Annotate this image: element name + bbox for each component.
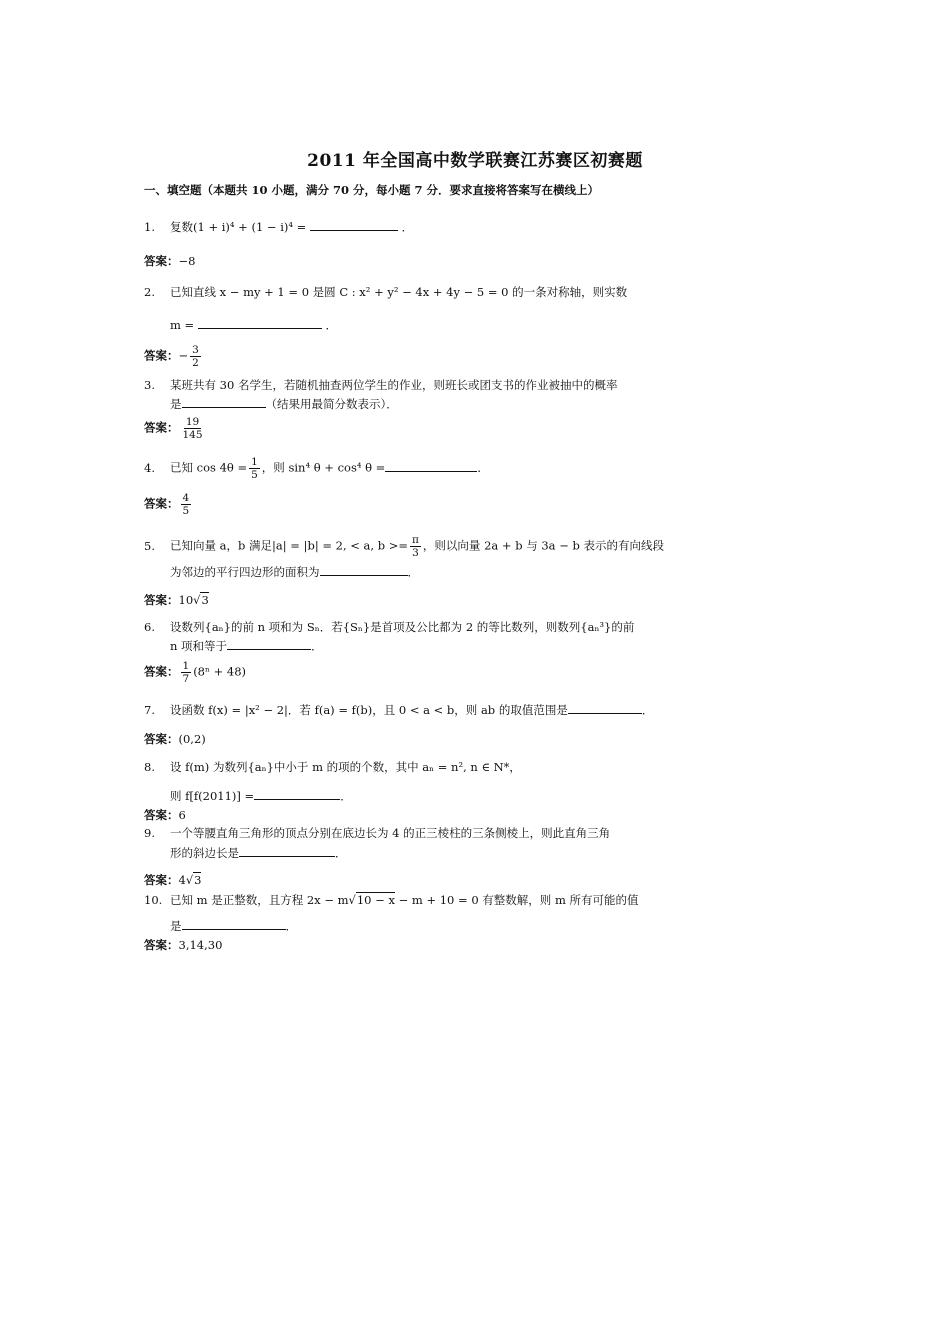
- question-10: 10. 已知 m 是正整数，且方程 2x − m√10 − x − m + 10 = 0 有整数解，则 m 所有可能的值: [144, 893, 639, 907]
- question-text: 设 f(m) 为数列{aₙ}中小于 m 的项的个数，其中 aₙ = n², n ∈ N*，: [170, 760, 521, 774]
- answer-blank: [385, 461, 477, 472]
- answer-label: 答案：: [144, 938, 179, 952]
- punctuation: ．: [641, 703, 654, 717]
- answer-value: 4: [178, 873, 186, 887]
- answer-fraction: [181, 416, 205, 441]
- question-text: 已知向量 a，b 满足|a| = |b| = 2, < a, b >=: [170, 538, 409, 553]
- answer-label: 答案：: [144, 808, 179, 822]
- denominator: 5: [251, 469, 258, 481]
- question-text: − m + 10 = 0 有整数解，则 m 所有可能的值: [394, 893, 639, 907]
- answer-blank: [182, 919, 286, 930]
- question-2-line-2: [170, 318, 337, 332]
- question-text: 设函数 f(x) = |x² − 2|．若 f(a) = f(b)，且 0 < a < b，则 ab 的取值范围是: [170, 703, 568, 717]
- question-number: 3.: [144, 378, 155, 392]
- answer-blank: [254, 789, 340, 800]
- question-6: [144, 620, 634, 634]
- question-9: [144, 826, 610, 840]
- page-title: 2011 年全国高中数学联赛江苏赛区初赛题: [307, 151, 643, 171]
- punctuation: ．: [477, 460, 489, 475]
- answer-6: [144, 660, 246, 685]
- answer-fraction: [181, 492, 192, 517]
- question-text: 复数(1 + i)⁴ + (1 − i)⁴ =: [170, 220, 307, 234]
- answer-sign: −: [178, 348, 189, 363]
- answer-blank: [239, 846, 335, 857]
- answer-value: 3,14,30: [178, 938, 223, 952]
- answer-fraction: [190, 344, 201, 369]
- answer-label: 答案：: [144, 664, 179, 679]
- answer-value: (0,2): [178, 732, 206, 746]
- answer-label: 答案：: [144, 593, 179, 607]
- question-4: [144, 456, 489, 481]
- denominator: 5: [182, 505, 190, 517]
- question-1: [144, 220, 413, 234]
- question-text: 某班共有 30 名学生，若随机抽查两位学生的作业，则班长或团支书的作业被抽中的概率: [170, 378, 618, 392]
- fraction: [410, 534, 421, 559]
- question-text: （结果用最简分数表示）．: [265, 397, 398, 411]
- answer-3: [144, 416, 207, 441]
- numerator: 19: [185, 416, 200, 428]
- question-3-line-2: [170, 397, 398, 411]
- answer-7: [144, 732, 206, 746]
- question-text: 一个等腰直角三角形的顶点分别在底边长为 4 的正三棱柱的三条侧棱上，则此直角三角: [170, 826, 611, 840]
- answer-value: −8: [178, 254, 196, 268]
- question-6-line-2: [170, 639, 323, 653]
- answer-label: 答案：: [144, 873, 179, 887]
- punctuation: ．: [325, 318, 338, 332]
- answer-label: 答案：: [144, 348, 179, 363]
- question-text: 形的斜边长是: [170, 846, 239, 860]
- question-text: 则 f[f(2011)] =: [170, 789, 255, 803]
- answer-value: 10: [178, 593, 194, 607]
- answer-label: 答案：: [144, 732, 179, 746]
- question-7: [144, 703, 653, 717]
- question-number: 8.: [144, 760, 155, 774]
- answer-blank: [568, 703, 642, 714]
- question-3: [144, 378, 617, 392]
- question-text: 已知直线 x − my + 1 = 0 是圆 C : x² + y² − 4x + 4y − 5 = 0 的一条对称轴，则实数: [170, 285, 628, 299]
- question-text: 已知 cos 4θ =: [170, 460, 248, 475]
- question-text: 已知 m 是正整数，且方程 2x − m: [170, 893, 349, 907]
- question-number: 4.: [144, 460, 155, 475]
- answer-1: [144, 254, 195, 268]
- answer-2: [144, 344, 203, 369]
- question-number: 6.: [144, 620, 155, 634]
- punctuation: ．: [335, 846, 347, 860]
- denominator: 3: [412, 547, 419, 559]
- question-2: [144, 285, 627, 299]
- question-text: 是: [170, 919, 182, 933]
- answer-4: [144, 492, 193, 517]
- answer-9: 答案：4√3: [144, 873, 202, 887]
- answer-8: [144, 808, 186, 822]
- numerator: 4: [182, 492, 190, 504]
- question-text: m =: [170, 318, 195, 332]
- question-text: 为邻边的平行四边形的面积为: [170, 565, 320, 579]
- question-text: ，则 sin⁴ θ + cos⁴ θ =: [261, 460, 386, 475]
- punctuation: ．: [340, 789, 352, 803]
- question-number: 7.: [144, 703, 155, 717]
- answer-blank: [310, 220, 398, 231]
- radicand: 3: [201, 593, 209, 607]
- question-8-line-2: [170, 789, 352, 803]
- question-number: 2.: [144, 285, 155, 299]
- question-5-line-2: [170, 565, 419, 579]
- question-number: 9.: [144, 826, 155, 840]
- section-heading: 一、填空题（本题共 10 小题，满分 70 分，每小题 7 分．要求直接将答案写在横线上）: [144, 183, 600, 197]
- denominator: 7: [182, 673, 190, 685]
- question-9-line-2: [170, 846, 347, 860]
- radicand: 10 − x: [356, 893, 395, 907]
- punctuation: ．: [285, 919, 297, 933]
- question-number: 5.: [144, 538, 155, 553]
- fraction: [249, 456, 260, 481]
- question-number: 1.: [144, 220, 155, 234]
- answer-label: 答案：: [144, 496, 179, 511]
- question-number: 10.: [144, 893, 163, 907]
- denominator: 145: [182, 429, 203, 441]
- answer-10: [144, 938, 222, 952]
- answer-blank: [227, 639, 311, 650]
- punctuation: ．: [311, 639, 323, 653]
- question-text: ，则以向量 2a + b 与 3a − b 表示的有向线段: [422, 538, 665, 553]
- radicand: 3: [194, 873, 202, 887]
- denominator: 2: [192, 357, 199, 369]
- question-text: 是: [170, 397, 182, 411]
- punctuation: ．: [401, 220, 414, 234]
- numerator: π: [412, 534, 419, 546]
- numerator: 3: [192, 344, 199, 356]
- answer-blank: [198, 318, 322, 329]
- question-10-line-2: [170, 919, 297, 933]
- answer-blank: [320, 565, 408, 576]
- answer-value: (8ⁿ + 48): [193, 664, 247, 679]
- punctuation: ．: [407, 565, 419, 579]
- answer-value: 6: [178, 808, 186, 822]
- question-text: 设数列{aₙ}的前 n 项和为 Sₙ．若{Sₙ}是首项及公比都为 2 的等比数列，则数列{aₙ³}的前: [170, 620, 635, 634]
- numerator: 1: [251, 456, 258, 468]
- question-5: [144, 534, 664, 559]
- answer-label: 答案：: [144, 420, 179, 435]
- answer-5: 答案：10√3: [144, 593, 209, 607]
- answer-label: 答案：: [144, 254, 179, 268]
- question-text: n 项和等于: [170, 639, 228, 653]
- numerator: 1: [182, 660, 190, 672]
- question-8: [144, 760, 521, 774]
- answer-blank: [182, 397, 266, 408]
- answer-fraction: [181, 660, 192, 685]
